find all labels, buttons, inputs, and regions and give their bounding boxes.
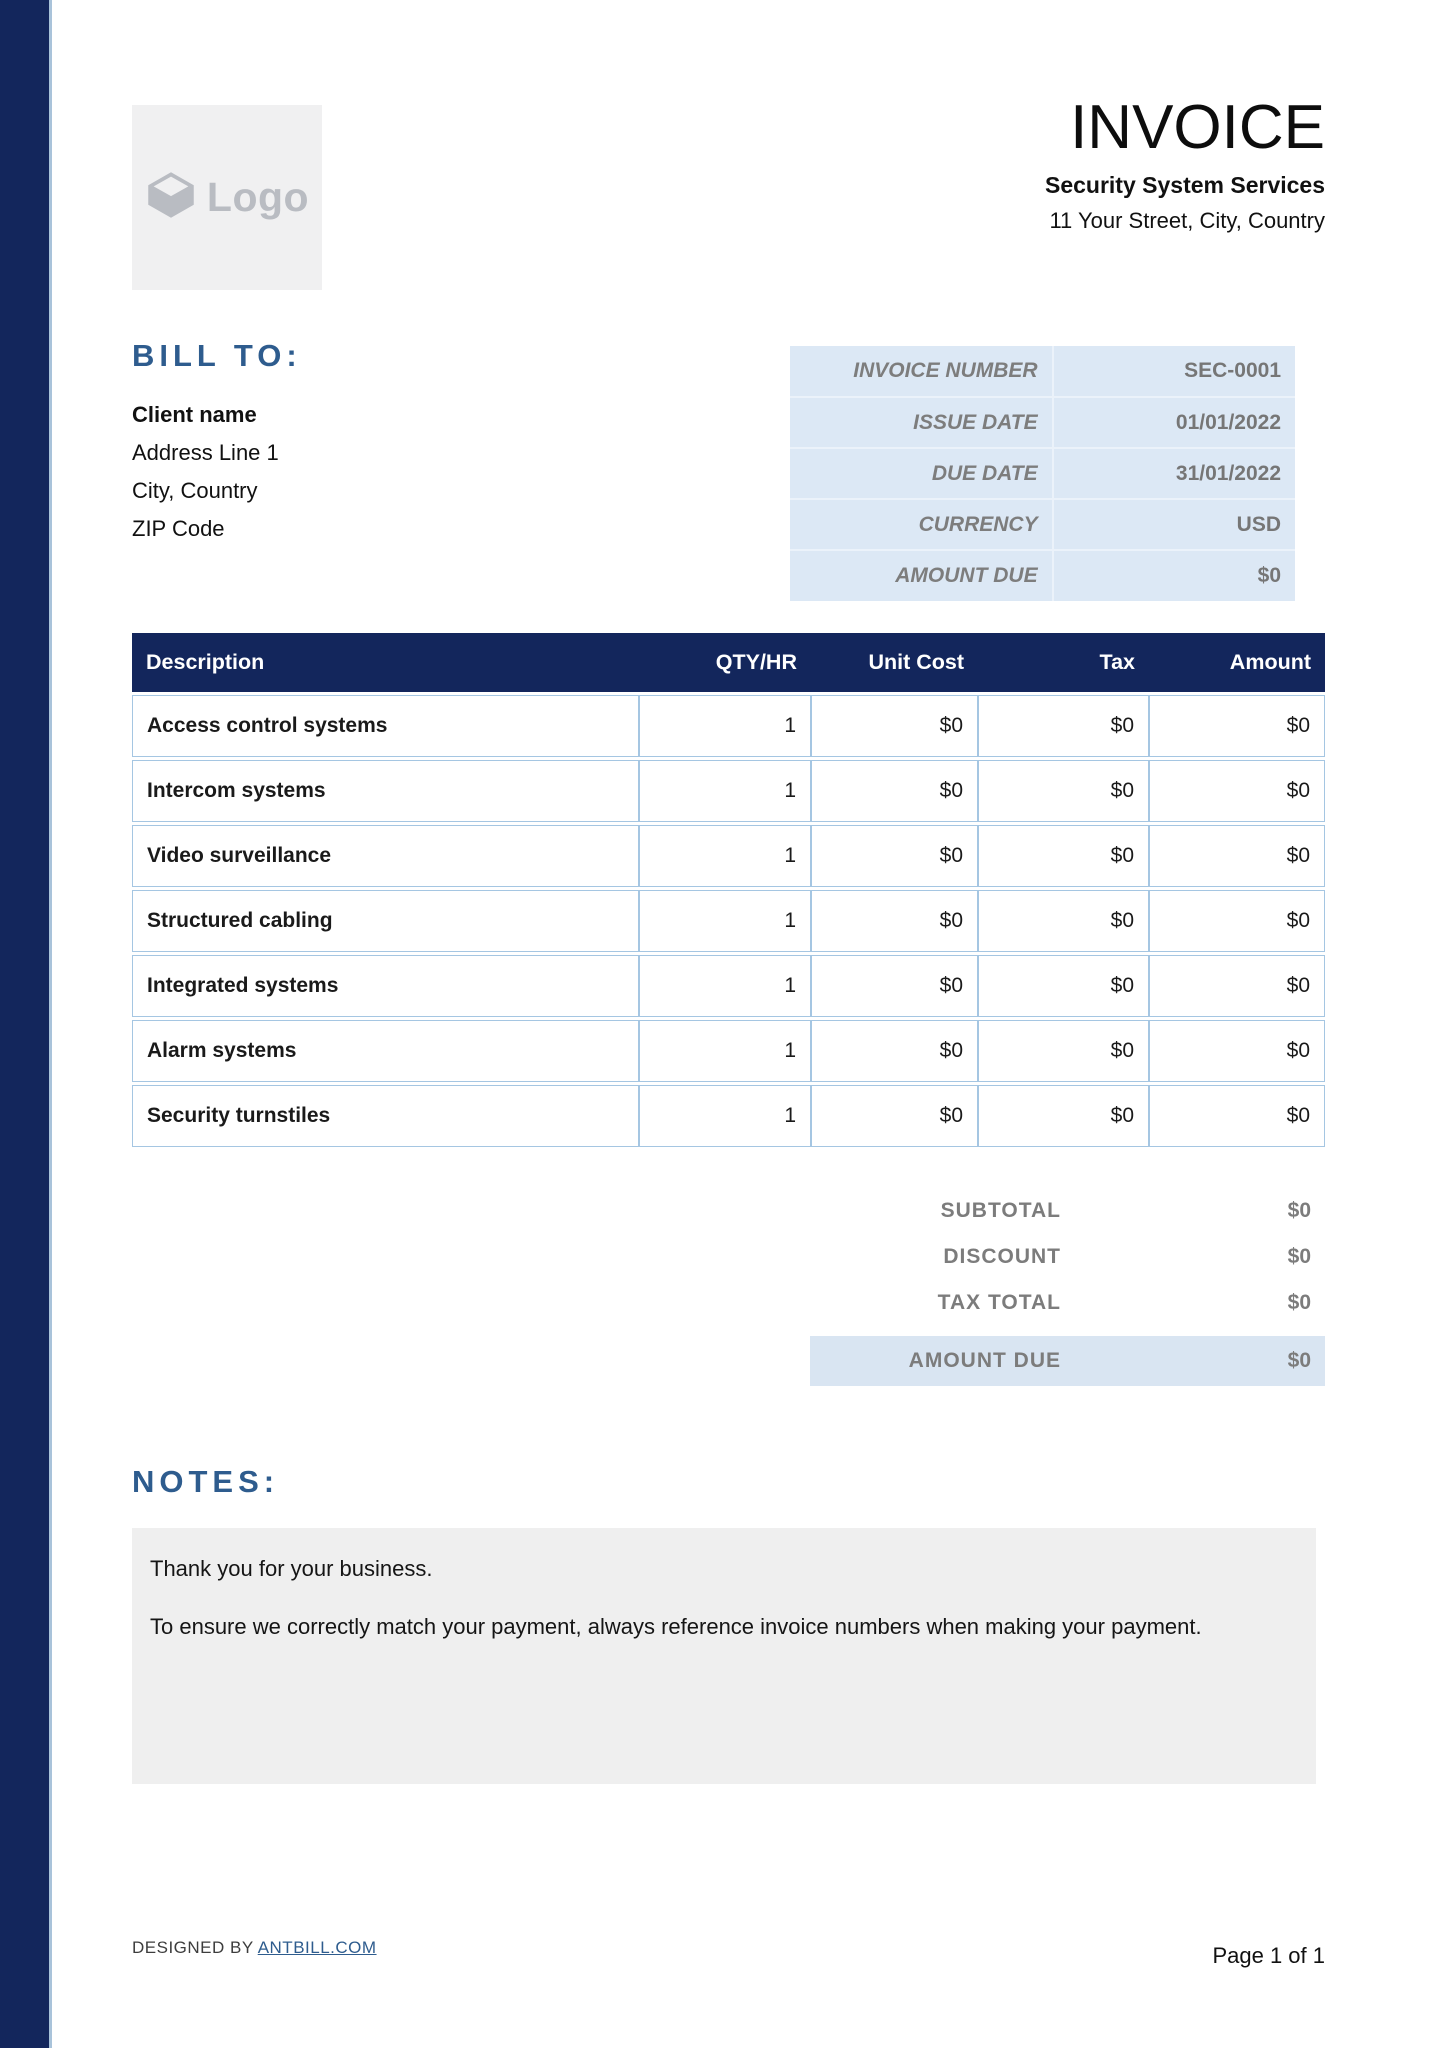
- meta-label: AMOUNT DUE: [790, 550, 1053, 601]
- meta-row: [790, 448, 1295, 499]
- item-description: Video surveillance: [132, 825, 639, 887]
- item-amount: $0: [1149, 1085, 1325, 1147]
- item-amount: $0: [1149, 1020, 1325, 1082]
- bill-to-section: [132, 338, 302, 548]
- amount-due-value: $0: [1257, 564, 1281, 587]
- table-row: [132, 760, 1325, 822]
- totals-section: [810, 1188, 1325, 1386]
- discount-value: $0: [1287, 1245, 1311, 1268]
- designed-by-label: DESIGNED BY: [132, 1938, 254, 1957]
- item-unit-cost: $0: [811, 1085, 978, 1147]
- item-tax: $0: [978, 955, 1149, 1017]
- item-description: Access control systems: [132, 695, 639, 757]
- col-qty: QTY/HR: [639, 633, 811, 692]
- meta-row: [790, 499, 1295, 550]
- company-address: 11 Your Street, City, Country: [1049, 208, 1325, 234]
- cube-icon: [145, 169, 197, 226]
- item-qty: 1: [639, 1020, 811, 1082]
- item-tax: $0: [978, 760, 1149, 822]
- invoice-meta-box: [790, 346, 1295, 601]
- col-description: Description: [132, 633, 639, 692]
- issue-date-value: 01/01/2022: [1053, 397, 1295, 448]
- item-qty: 1: [639, 955, 811, 1017]
- page-title: INVOICE: [1070, 93, 1325, 162]
- item-tax: $0: [978, 1020, 1149, 1082]
- designed-by: [132, 1938, 377, 1958]
- item-unit-cost: $0: [811, 1020, 978, 1082]
- notes-box: [132, 1528, 1316, 1784]
- col-tax: Tax: [978, 633, 1149, 692]
- items-header-row: [132, 633, 1325, 692]
- item-amount: $0: [1149, 955, 1325, 1017]
- meta-row: [790, 550, 1295, 601]
- amount-due-total-value: $0: [1287, 1349, 1311, 1372]
- item-qty: 1: [639, 695, 811, 757]
- table-row: [132, 825, 1325, 887]
- left-accent-bar: [0, 0, 52, 2048]
- logo-text: Logo: [206, 174, 310, 220]
- item-unit-cost: $0: [811, 760, 978, 822]
- item-amount: $0: [1149, 695, 1325, 757]
- item-qty: 1: [639, 825, 811, 887]
- client-name: Client name: [132, 402, 257, 427]
- item-description: Integrated systems: [132, 955, 639, 1017]
- invoice-number-value: SEC-0001: [1053, 346, 1295, 397]
- company-name: Security System Services: [1044, 172, 1325, 199]
- discount-row: [810, 1234, 1325, 1280]
- meta-row: [790, 346, 1295, 397]
- client-city: City, Country: [132, 478, 258, 503]
- client-address-line: Address Line 1: [132, 440, 279, 465]
- item-description: Intercom systems: [132, 760, 639, 822]
- meta-label: INVOICE NUMBER: [790, 346, 1053, 397]
- table-row: [132, 1020, 1325, 1082]
- table-row: [132, 955, 1325, 1017]
- amount-due-row: [810, 1336, 1325, 1386]
- item-unit-cost: $0: [811, 890, 978, 952]
- item-tax: $0: [978, 825, 1149, 887]
- notes-line-2: To ensure we correctly match your payment, always reference invoice numbers when making your payment.: [150, 1614, 1202, 1639]
- due-date-value: 31/01/2022: [1053, 448, 1295, 499]
- item-tax: $0: [978, 890, 1149, 952]
- logo: [132, 105, 322, 290]
- tax-total-label: TAX TOTAL: [937, 1291, 1061, 1314]
- item-description: Structured cabling: [132, 890, 639, 952]
- item-unit-cost: $0: [811, 695, 978, 757]
- tax-total-value: $0: [1287, 1291, 1311, 1314]
- item-unit-cost: $0: [811, 825, 978, 887]
- item-qty: 1: [639, 760, 811, 822]
- item-amount: $0: [1149, 760, 1325, 822]
- client-zip: ZIP Code: [132, 516, 225, 541]
- tax-total-row: [810, 1280, 1325, 1326]
- item-description: Alarm systems: [132, 1020, 639, 1082]
- notes-heading: NOTES:: [132, 1464, 280, 1499]
- currency-value: USD: [1053, 499, 1295, 550]
- meta-label: DUE DATE: [790, 448, 1053, 499]
- meta-row: [790, 397, 1295, 448]
- discount-label: DISCOUNT: [943, 1245, 1061, 1268]
- notes-line-1: Thank you for your business.: [150, 1556, 433, 1581]
- meta-label: CURRENCY: [790, 499, 1053, 550]
- items-table: [132, 630, 1325, 1150]
- item-tax: $0: [978, 695, 1149, 757]
- item-amount: $0: [1149, 890, 1325, 952]
- meta-label: ISSUE DATE: [790, 397, 1053, 448]
- col-unit-cost: Unit Cost: [811, 633, 978, 692]
- antbill-link[interactable]: ANTBILL.COM: [257, 1938, 377, 1957]
- page-number: Page 1 of 1: [1212, 1943, 1325, 1968]
- table-row: [132, 695, 1325, 757]
- bill-to-heading: BILL TO:: [132, 338, 302, 373]
- item-description: Security turnstiles: [132, 1085, 639, 1147]
- item-amount: $0: [1149, 825, 1325, 887]
- col-amount: Amount: [1149, 633, 1325, 692]
- item-qty: 1: [639, 1085, 811, 1147]
- amount-due-label: AMOUNT DUE: [908, 1349, 1061, 1372]
- item-unit-cost: $0: [811, 955, 978, 1017]
- invoice-header: [1045, 95, 1325, 234]
- subtotal-row: [810, 1188, 1325, 1234]
- table-row: [132, 890, 1325, 952]
- subtotal-label: SUBTOTAL: [940, 1199, 1061, 1222]
- table-row: [132, 1085, 1325, 1147]
- item-qty: 1: [639, 890, 811, 952]
- subtotal-value: $0: [1287, 1199, 1311, 1222]
- item-tax: $0: [978, 1085, 1149, 1147]
